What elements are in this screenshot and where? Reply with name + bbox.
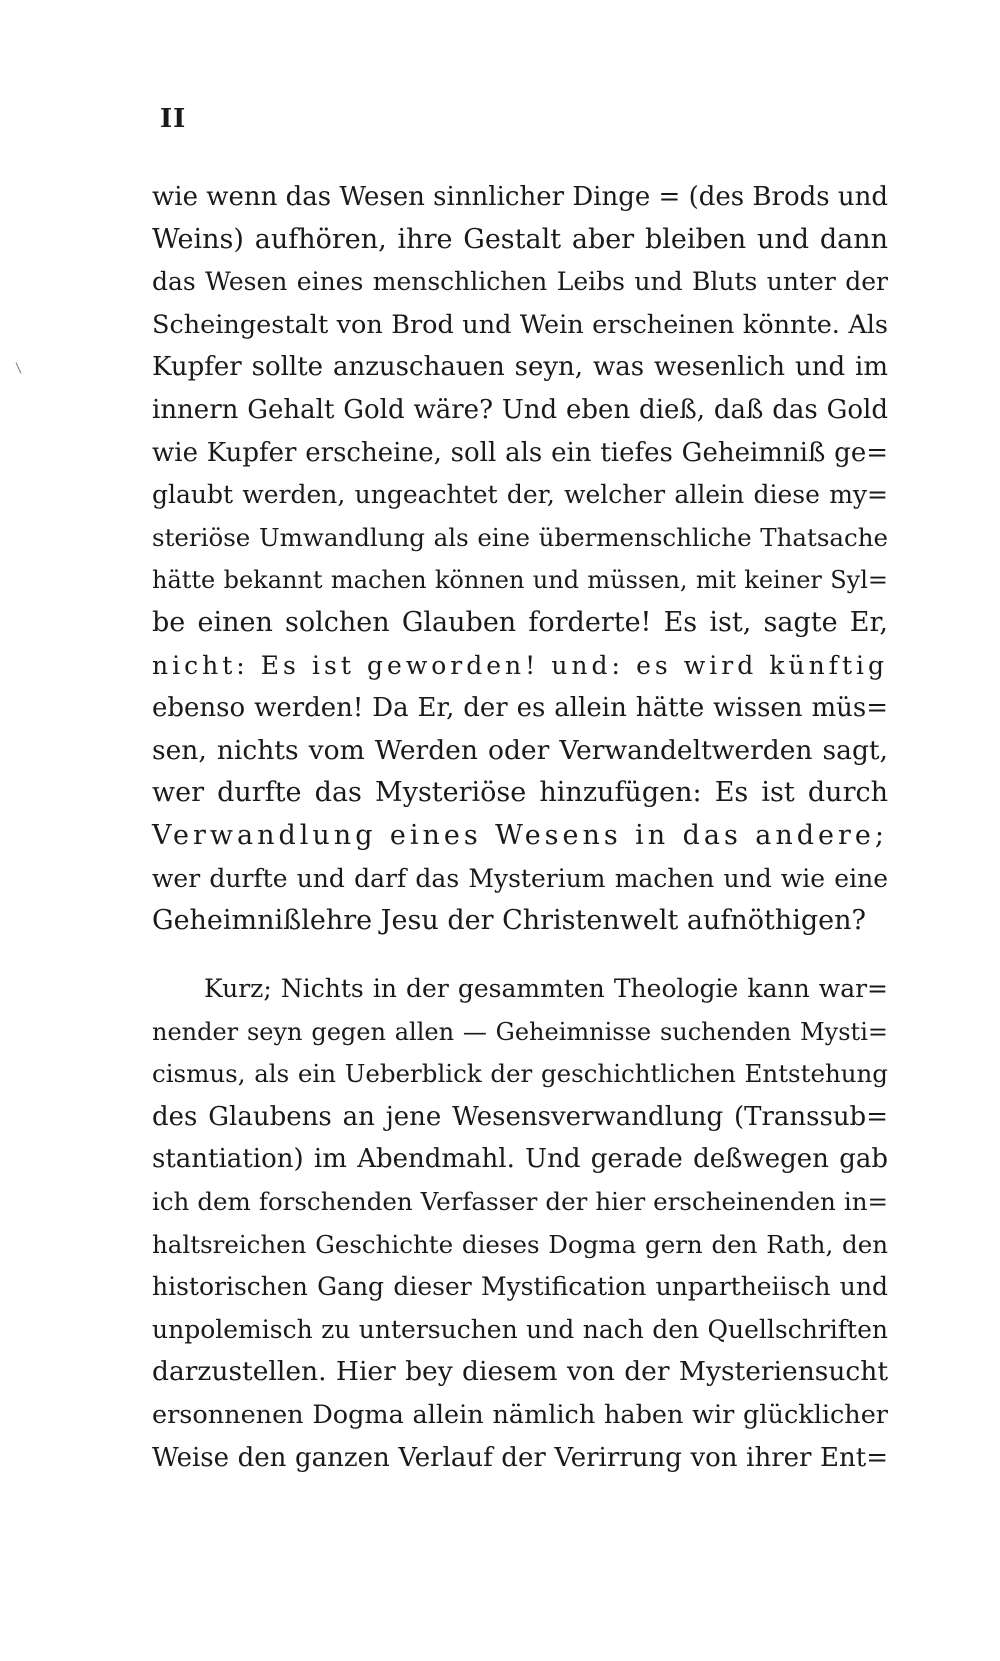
- text-line: Verwandlung eines Wesens in das andere;: [152, 819, 888, 851]
- text-line: Weins) aufhören, ihre Gestalt aber bleiben und dann: [152, 223, 888, 255]
- text-line: steriöse Umwandlung als eine übermenschliche Thatsache: [152, 522, 888, 552]
- text-line: darzustellen. Hier bey diesem von der Mysteriensucht: [152, 1356, 888, 1388]
- text-line: Weise den ganzen Verlauf der Verirrung von ihrer Ent=: [152, 1442, 888, 1473]
- text-line: Kupfer sollte anzuschauen seyn, was wesenlich und im: [152, 352, 888, 383]
- text-line: Kurz; Nichts in der gesammten Theologie kann war=: [204, 974, 888, 1003]
- text-line: wie Kupfer erscheine, soll als ein tiefes Geheimniß ge=: [152, 437, 888, 468]
- text-line: hätte bekannt machen können und müssen, mit keiner Syl=: [152, 566, 888, 595]
- text-line: des Glaubens an jene Wesensverwandlung (Transsub=: [152, 1101, 888, 1132]
- text-line: cismus, als ein Ueberblick der geschichtlichen Entstehung: [152, 1059, 888, 1089]
- text-line: innern Gehalt Gold wäre? Und eben dieß, daß das Gold: [152, 394, 888, 425]
- text-line: nicht: Es ist geworden! und: es wird künftig: [152, 650, 888, 680]
- text-line: unpolemisch zu untersuchen und nach den Quellschriften: [152, 1314, 888, 1344]
- text-line: ersonnenen Dogma allein nämlich haben wir glücklicher: [152, 1399, 888, 1430]
- text-line: nender seyn gegen allen — Geheimnisse suchenden Mysti=: [152, 1017, 888, 1046]
- text-line: wer durfte das Mysteriöse hinzufügen: Es ist durch: [152, 777, 888, 809]
- text-line: wer durfte und darf das Mysterium machen und wie eine: [152, 863, 888, 893]
- text-line: das Wesen eines menschlichen Leibs und Bluts unter der: [152, 267, 888, 297]
- text-line: stantiation) im Abendmahl. Und gerade deßwegen gab: [152, 1144, 888, 1175]
- text-line: be einen solchen Glauben forderte! Es ist, sagte Er,: [152, 606, 888, 638]
- margin-mark: [16, 362, 22, 373]
- paragraph-1: [152, 176, 888, 943]
- text-line: Geheimnißlehre Jesu der Christenwelt aufnöthigen?: [152, 905, 867, 937]
- text-line: wie wenn das Wesen sinnlicher Dinge = (des Brods und: [152, 182, 888, 212]
- text-line: Scheingestalt von Brod und Wein erscheinen könnte. Als: [152, 309, 888, 340]
- text-line: sen, nichts vom Werden oder Verwandeltwerden sagt,: [152, 734, 888, 766]
- text-line: haltsreichen Geschichte dieses Dogma gern den Rath, den: [152, 1229, 888, 1259]
- text-line: ich dem forschenden Verfasser der hier erscheinenden in=: [152, 1186, 888, 1216]
- text-line: glaubt werden, ungeachtet der, welcher allein diese my=: [152, 480, 888, 510]
- page-number: II: [160, 104, 187, 134]
- text-line: historischen Gang dieser Mystification unpartheiisch und: [152, 1272, 888, 1302]
- text-line: ebenso werden! Da Er, der es allein hätte wissen müs=: [152, 693, 888, 724]
- paragraph-2: [152, 968, 888, 1479]
